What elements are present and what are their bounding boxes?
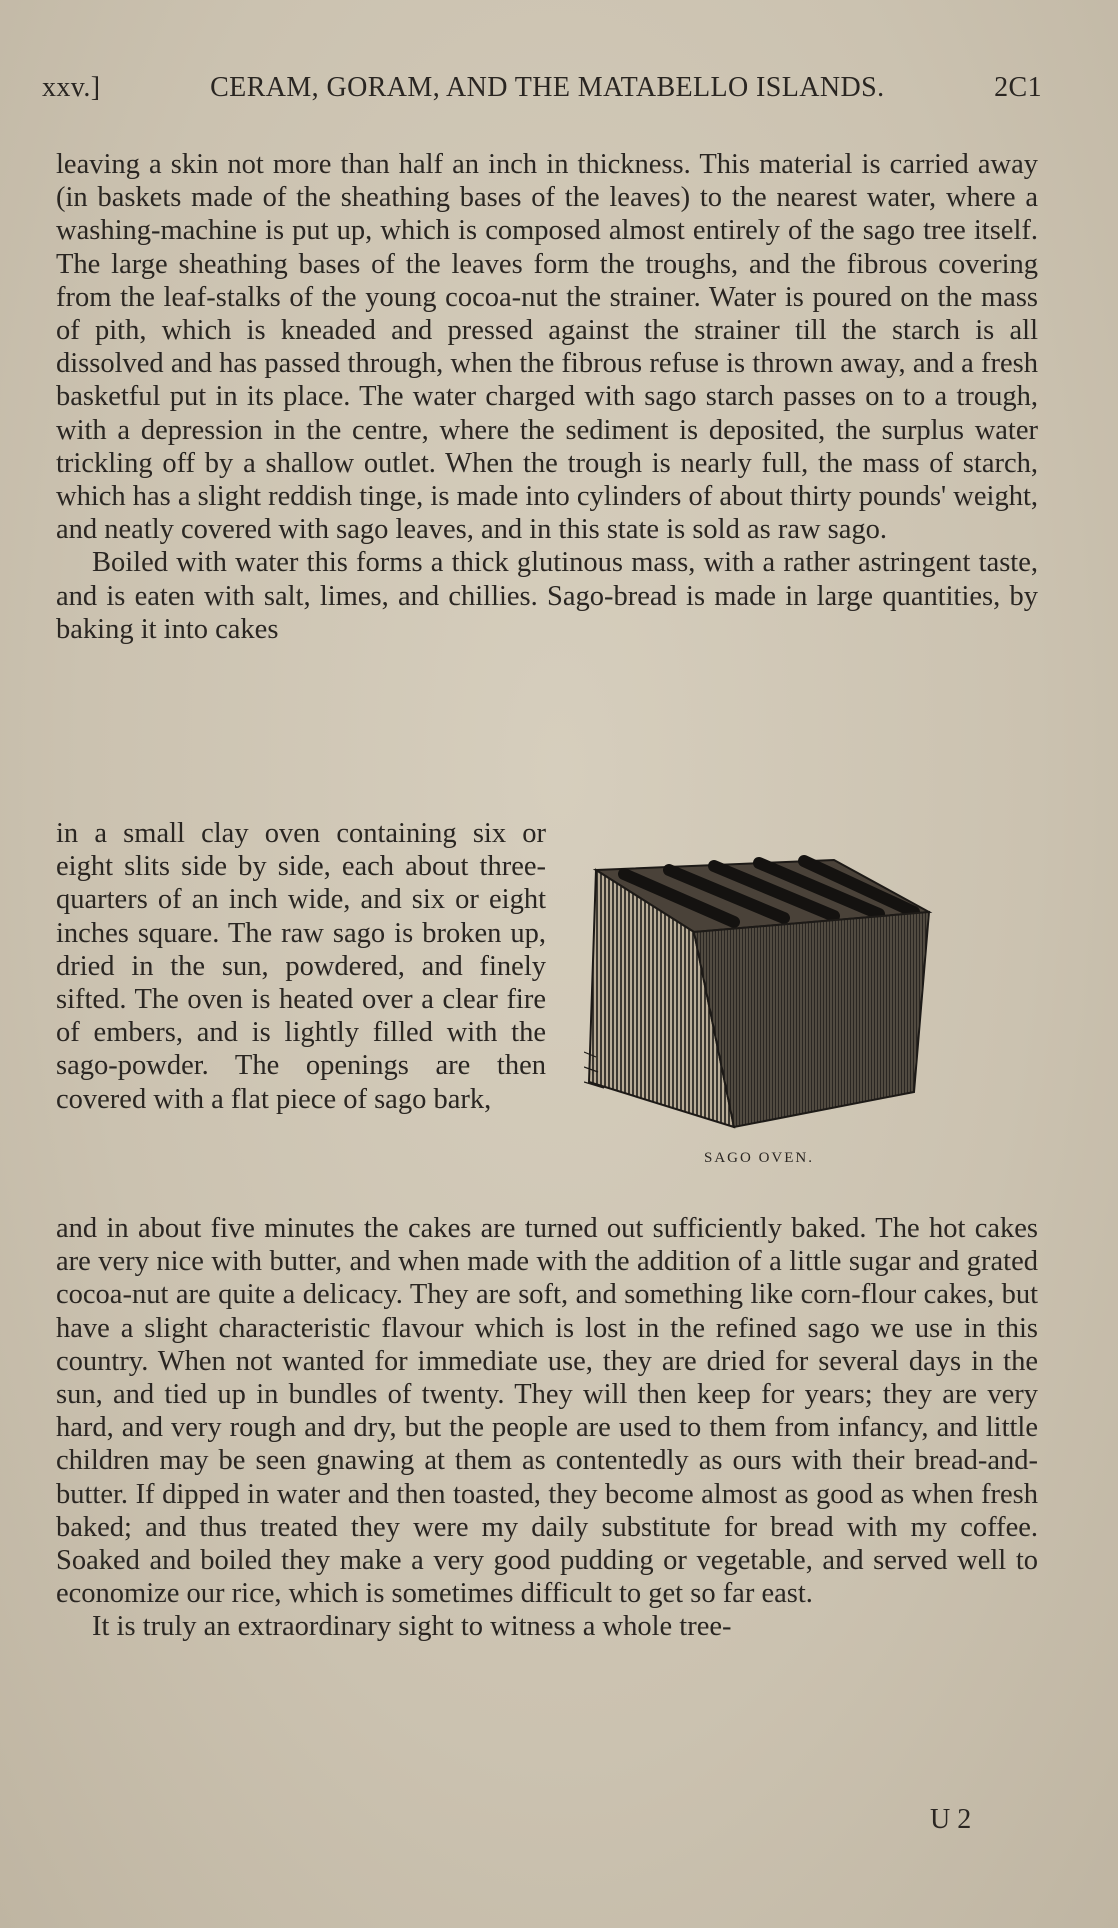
paragraph: in a small clay oven containing six or eight slits side by side, each about three-quarters of an inch wide, and six or eight inches square. The raw sago is broken up, dried in the sun, powdered, and finely sifted. The oven is heated over a clear fire of embers, and is lightly filled with the sago-powder. The openings are then covered with a flat piece of sago bark, [56,818,546,1115]
sago-oven-illustration [584,852,934,1132]
chapter-number: xxv.] [42,72,101,103]
paragraph: and in about five minutes the cakes are turned out sufficiently baked. The hot cakes are very nice with butter, and when made with the addition of a little sugar and grated cocoa-nut are quite a delicacy. They are soft, and something like corn-flour cakes, but have a slight characteristic flavour which is lost in the refined sago we use in this country. When not wanted for immediate use, they are dried for several days in the sun, and tied up in bundles of twenty. They will then keep for years; they are very hard, and very rough and dry, but the people are used to them from infancy, and little children may be seen gnawing at them as contentedly as ours with their bread-and-butter. If dipped in water and then toasted, they become almost as good as when fresh baked; and thus treated they were my daily substitute for bread with my coffee. Soaked and boiled they make a very good pudding or vegetable, and served well to economize our rice, which is sometimes difficult to get so far east. [56,1213,1038,1610]
sago-oven-icon [584,852,934,1132]
paragraph: Boiled with water this forms a thick glutinous mass, with a rather astringent taste, and is eaten with salt, limes, and chillies. Sago-bread is made in large quantities, by baking it into cakes [56,547,1038,645]
page-number: 2C1 [994,72,1042,103]
running-header [42,74,1042,102]
text-block-bottom [56,1212,1038,1644]
paragraph: It is truly an extraordinary sight to witness a whole tree- [92,1611,732,1643]
paragraph: leaving a skin not more than half an inch in thickness. This material is carried away (in baskets made of the sheathing bases of the leaves) to the nearest water, where a washing-machine is put up, which is composed almost entirely of the sago tree itself. The large sheathing bases of the leaves form the troughs, and the fibrous covering from the leaf-stalks of the young cocoa-nut the strainer. Water is poured on the mass of pith, which is kneaded and pressed against the strainer till the starch is all dissolved and has passed through, when the fibrous refuse is thrown away, and a fresh basketful put in its place. The water charged with sago starch passes on to a trough, with a depression in the centre, where the sediment is deposited, the surplus water trickling off by a shallow outlet. When the trough is nearly full, the mass of starch, which has a slight reddish tinge, is made into cylinders of about thirty pounds' weight, and neatly covered with sago leaves, and in this state is sold as raw sago. [56,149,1038,546]
text-block-beside-figure [56,817,546,1116]
figure-caption: SAGO OVEN. [704,1150,814,1166]
signature-mark: U 2 [930,1804,972,1835]
running-title: CERAM, GORAM, AND THE MATABELLO ISLANDS. [210,72,885,103]
text-block-top [56,148,1038,646]
